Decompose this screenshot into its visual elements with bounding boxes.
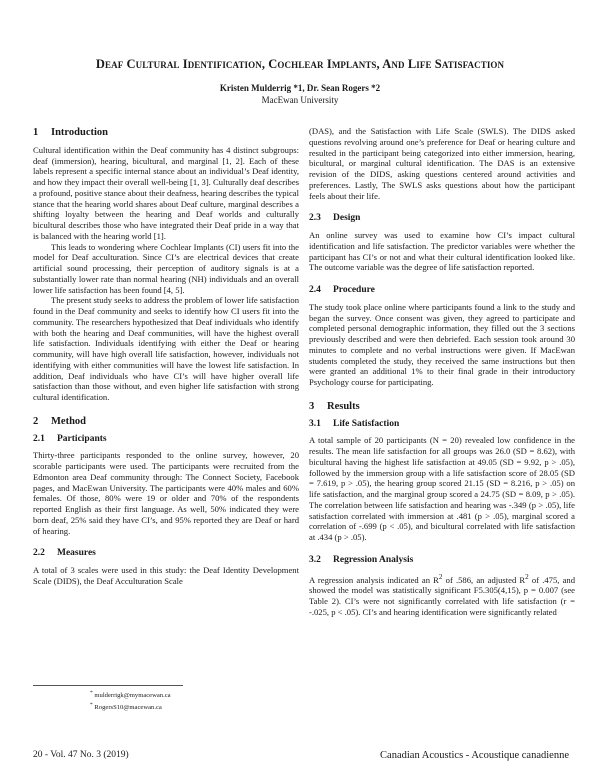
section-title: Introduction bbox=[51, 127, 108, 138]
section-title: Method bbox=[51, 415, 86, 427]
subsection-title: Measures bbox=[57, 548, 96, 559]
footnote-1-email: mulderrigk@mymacewan.ca bbox=[94, 692, 171, 700]
subsection-title: Life Satisfaction bbox=[333, 418, 400, 429]
section-title: Results bbox=[327, 400, 360, 412]
subsection-number: 2.2 bbox=[33, 548, 45, 559]
footnotes bbox=[90, 689, 171, 712]
subsection-title: Design bbox=[333, 213, 361, 224]
section-heading-method bbox=[33, 417, 299, 428]
procedure-paragraph: The study took place online where participants found a link to the study and began the survey. Once consent was given, they agreed to participate and completed personal demographic information, they filled out the 3 sections previously described and were then debriefed. Each session took around 30 minutes to complete and no verbal instructions were given. If MacEwan students completed the study, they received the same instructions but then were granted an additional 1% to their final grade in their introductory Psychology course for participating. bbox=[309, 301, 575, 387]
design-paragraph: An online survey was used to examine how CI’s impact cultural identification and life satisfaction. The predictor variables were whether the participant has CI’s or not and what their cultural identification looked like. The outcome variable was the degree of life satisfaction reported. bbox=[309, 230, 575, 273]
footer-journal: Canadian Acoustics - Acoustique canadienne bbox=[380, 750, 569, 761]
footnote-2-email: RogersS10@macewan.ca bbox=[94, 703, 162, 711]
footnote-divider bbox=[33, 685, 183, 686]
footnote-1: * mulderrigk@mymacewan.ca bbox=[90, 690, 171, 700]
section-heading-results bbox=[309, 402, 575, 413]
section-number: 1 bbox=[33, 127, 39, 138]
subsection-number: 2.4 bbox=[309, 285, 321, 295]
right-column bbox=[309, 126, 575, 617]
subsection-number: 2.1 bbox=[33, 433, 45, 444]
author-list: Kristen Mulderrig *1, Dr. Sean Rogers *2 bbox=[219, 83, 381, 93]
subsection-heading-participants bbox=[33, 434, 299, 445]
section-number: 2 bbox=[33, 415, 39, 427]
subsection-heading-procedure bbox=[309, 285, 575, 296]
left-column bbox=[33, 128, 299, 587]
subsection-number: 3.2 bbox=[309, 554, 321, 565]
subsection-heading-regression bbox=[309, 555, 575, 566]
subsection-title: Participants bbox=[57, 433, 107, 444]
participants-paragraph: Thirty-three participants responded to the online survey, however, 20 scorable participants were used. The participants were recruited from the Edmonton area Deaf community through: The Connect Society, Facebook pages, and MacEwan University. The participants were 40% males and 60% females. Of those, 80% were 19 or older and 70% of the respondents reported English as their first language. As well, 50% indicated they were born deaf, 25% said they have CI’s, and 95% reported they are Deaf or hard of hearing. bbox=[33, 450, 299, 536]
regression-text-c: of .475, and showed the model was statistically significant F5.305(4,15), p = 0.007 (see Table 2). CI’s were not significantly correlated with life satisfaction (r = -.025, p < .05). CI’s and hearing identification were significantly related bbox=[309, 574, 576, 617]
subsection-heading-design bbox=[309, 213, 575, 224]
section-number: 3 bbox=[309, 400, 315, 412]
measures-paragraph-continued: (DAS), and the Satisfaction with Life Scale (SWLS). The DIDS asked questions revolving around one’s preference for Deaf or hearing culture and resulted in the participant being categorized into either immersion, hearing, bicultural, or marginal cultural identification. The DAS is an extensive revision of the DIDS, asking questions centered around activities and preferences. Lastly, The SWLS asks questions about how the participant feels about their life. bbox=[309, 126, 575, 201]
regression-text-a: A regression analysis indicated an R bbox=[309, 574, 439, 585]
subsection-heading-life-satisfaction bbox=[309, 419, 575, 430]
regression-paragraph bbox=[309, 572, 575, 618]
subsection-title: Regression Analysis bbox=[333, 554, 414, 565]
subsection-heading-measures bbox=[33, 548, 299, 559]
subsection-number: 2.3 bbox=[309, 213, 321, 224]
section-heading-introduction bbox=[33, 128, 299, 139]
subsection-title: Procedure bbox=[333, 285, 375, 295]
subsection-number: 3.1 bbox=[309, 418, 321, 429]
r-squared-superscript: 2 bbox=[438, 572, 443, 581]
footer-volume: 20 - Vol. 47 No. 3 (2019) bbox=[33, 750, 129, 760]
measures-paragraph-start: A total of 3 scales were used in this study: the Deaf Identity Development Scale (DIDS), the Deaf Acculturation Scale bbox=[33, 565, 299, 586]
adjusted-r-squared-superscript: 2 bbox=[525, 572, 529, 581]
affiliation: MacEwan University bbox=[261, 95, 339, 105]
intro-paragraph-3: The present study seeks to address the problem of lower life satisfaction found in the Deaf community and seeks to identify how CI users fit into the community. The researchers hypothesized that Deaf individuals who identify with both the hearing and Deaf communities, will have the highest overall life satisfaction. Individuals identifying with either the Deaf or hearing community, will have high overall life satisfaction, however, individuals not identifying with either communities will have the lowest life satisfaction. In addition, Deaf individuals who have CI’s will have higher overall life satisfaction than those without, and even higher life satisfaction with strong cultural identification. bbox=[33, 295, 299, 402]
life-satisfaction-paragraph: A total sample of 20 participants (N = 20) revealed low confidence in the results. The mean life satisfaction for all groups was 26.0 (SD = 8.62), with bicultural having the highest life satisfaction at 49.05 (SD = 9.92, p > .05), followed by the immersion group with a life satisfaction score of 28.05 (SD = 7.619, p > .05), the hearing group scored 21.15 (SD = 8.216, p > .05) on life satisfaction, and the marginal group scored a 24.75 (SD = 8.09, p > .05). The correlation between life satisfaction and hearing was -.349 (p > .05), life satisfaction correlated with immersion at .481 (p > .05), marginal scored a correlation of -.699 (p < .05), and bicultural correlated with life satisfaction at .434 (p > .05). bbox=[309, 435, 575, 542]
intro-paragraph-1: Cultural identification within the Deaf community has 4 distinct subgroups: deaf (immersion), hearing, bicultural, and marginal [1, 2]. Each of these labels represent a specific internal stance about an individual’s Deaf identity, and how they impact their overall well-being [1, 3]. Culturally deaf describes a profound, positive stance about their deafness, hearing describes the typical stance that the hearing world shares about Deaf culture, marginal describes a shifting loyalty between the hearing and Deaf worlds and culturally bicultural describes those who have integrated their Deaf pride in a way that is balanced with the hearing world [1]. bbox=[33, 144, 299, 241]
paper-title: Deaf Cultural Identification, Cochlear Implants, And Life Satisfaction bbox=[95, 57, 505, 71]
intro-paragraph-2: This leads to wondering where Cochlear Implants (CI) users fit into the model for Deaf acculturation. Since CI’s are electrical devices that create artificial sound processing, their perception of auditory signals is at a substantially lower rate than normal hearing (NH) individuals and an overall lower life satisfaction has been found [4, 5]. bbox=[33, 241, 299, 295]
footnote-2: * RogersS10@macewan.ca bbox=[90, 701, 162, 711]
regression-text-b: of .586, an adjusted R bbox=[442, 574, 526, 585]
